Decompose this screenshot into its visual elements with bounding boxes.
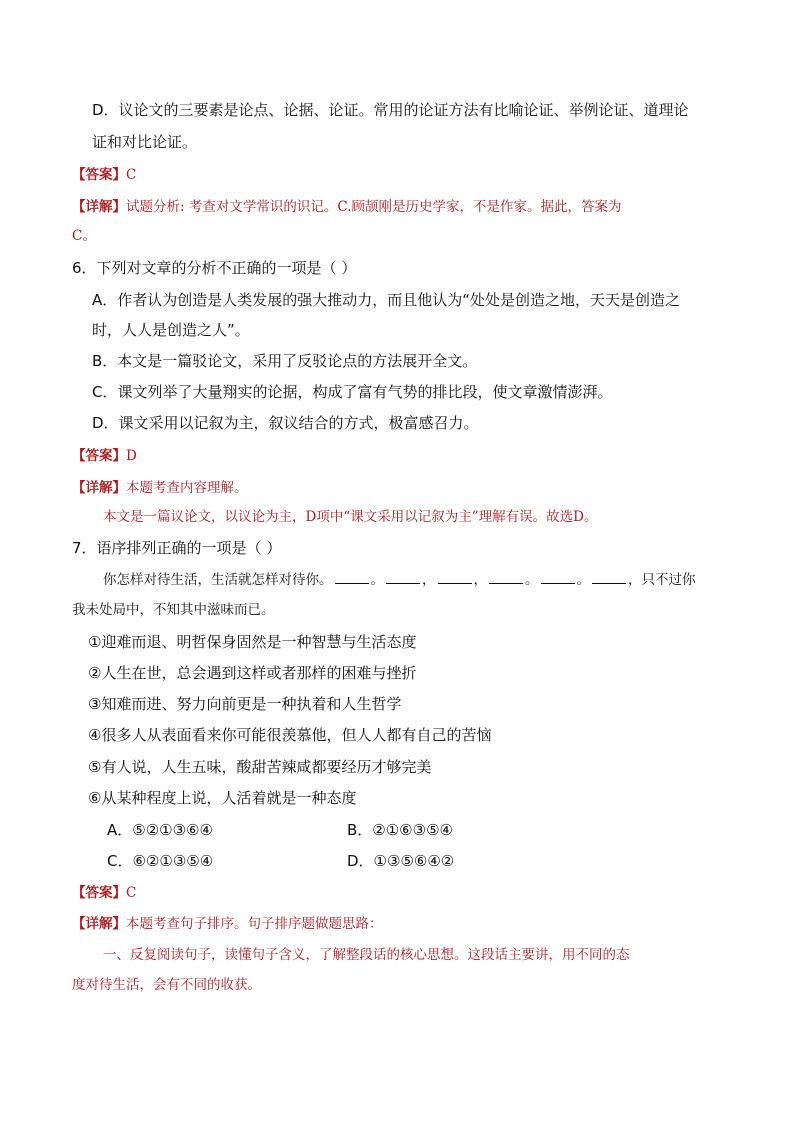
q5-option-d-line1: D．议论文的三要素是论点、论据、论证。常用的论证方法有比喻论证、举例论证、道理论	[92, 101, 689, 119]
passage-start: 你怎样对待生活，生活就怎样对待你。	[103, 572, 333, 588]
answer-label: 【答案】	[72, 167, 126, 183]
blank	[335, 570, 369, 584]
detail-text: 试题分析: 考查对文学常识的识记。C.顾颉刚是历史学家，不是作家。据此，答案为	[126, 199, 622, 215]
q7-passage-line2: 我未处局中，不知其中滋味而已。	[72, 602, 275, 618]
detail-label: 【详解】	[72, 480, 126, 496]
q7-answer	[72, 882, 136, 903]
q6-stem: 6．下列对文章的分析不正确的一项是（ ）	[72, 259, 357, 277]
q7-option-a: A．⑤②①③⑥④	[107, 821, 213, 839]
answer-label: 【答案】	[72, 885, 126, 901]
answer-label: 【答案】	[72, 448, 126, 464]
blank	[386, 570, 420, 584]
q7-sentence-3: ③知难而进、努力向前更是一种执着和人生哲学	[88, 695, 402, 713]
q7-sentence-2: ②人生在世，总会遇到这样或者那样的困难与挫折	[88, 664, 417, 682]
q7-sentence-6: ⑥从某种程度上说，人活着就是一种态度	[88, 789, 357, 807]
detail-label: 【详解】	[72, 199, 126, 215]
passage-end: ，只不过你	[628, 572, 696, 588]
q6-option-b: B．本文是一篇驳论文，采用了反驳论点的方法展开全文。	[92, 352, 478, 370]
q7-stem: 7．语序排列正确的一项是（ ）	[72, 539, 282, 557]
q7-sentence-4: ④很多人从表面看来你可能很羡慕他，但人人都有自己的苦恼	[88, 726, 492, 744]
detail-label: 【详解】	[72, 916, 126, 932]
answer-value: C	[126, 885, 137, 901]
q7-option-d: D．①③⑤⑥④②	[347, 852, 455, 870]
q7-sentence-1: ①迎难而退、明哲保身固然是一种智慧与生活态度	[88, 633, 417, 651]
blank	[541, 570, 575, 584]
blank	[592, 570, 626, 584]
q7-detail-line2: 一、反复阅读句子，读懂句子含义，了解整段话的核心思想。这段话主要讲，用不同的态	[103, 947, 630, 963]
q6-option-a-line1: A．作者认为创造是人类发展的强大推动力，而且他认为“处处是创造之地，天天是创造之	[92, 291, 681, 309]
q5-option-d-line2: 证和对比论证。	[92, 133, 198, 151]
q7-detail-line3: 度对待生活，会有不同的收获。	[72, 977, 261, 993]
q7-sentence-5: ⑤有人说，人生五味，酸甜苦辣咸都要经历才够完美	[88, 758, 432, 776]
detail-text: 本题考查内容理解。	[126, 480, 248, 496]
q6-option-d: D．课文采用以记叙为主，叙议结合的方式，极富感召力。	[92, 414, 479, 432]
detail-text: 本题考查句子排序。句子排序题做题思路：	[126, 916, 383, 932]
q6-detail-line1	[72, 477, 248, 498]
q5-detail-line1	[72, 196, 621, 217]
answer-value: C	[126, 167, 137, 183]
q6-detail-line2: 本文是一篇议论文，以议论为主，D项中“课文采用以记叙为主”理解有误。故选D。	[103, 509, 598, 525]
q7-detail-line1	[72, 913, 383, 934]
q7-passage-line1: 你怎样对待生活，生活就怎样对待你。 。 ， ， 。 。 ，只不过你	[103, 572, 696, 588]
q7-option-c: C．⑥②①③⑤④	[107, 852, 214, 870]
blank	[489, 570, 523, 584]
blank	[438, 570, 472, 584]
q6-option-c: C．课文列举了大量翔实的论据，构成了富有气势的排比段，使文章激情澎湃。	[92, 383, 613, 401]
answer-value: D	[126, 448, 137, 464]
q6-option-a-line2: 时，人人是创造之人”。	[92, 321, 250, 339]
q5-answer	[72, 164, 136, 185]
q6-answer	[72, 445, 137, 466]
q5-detail-line2: C。	[72, 228, 96, 244]
q7-option-b: B．②①⑥③⑤④	[347, 821, 453, 839]
